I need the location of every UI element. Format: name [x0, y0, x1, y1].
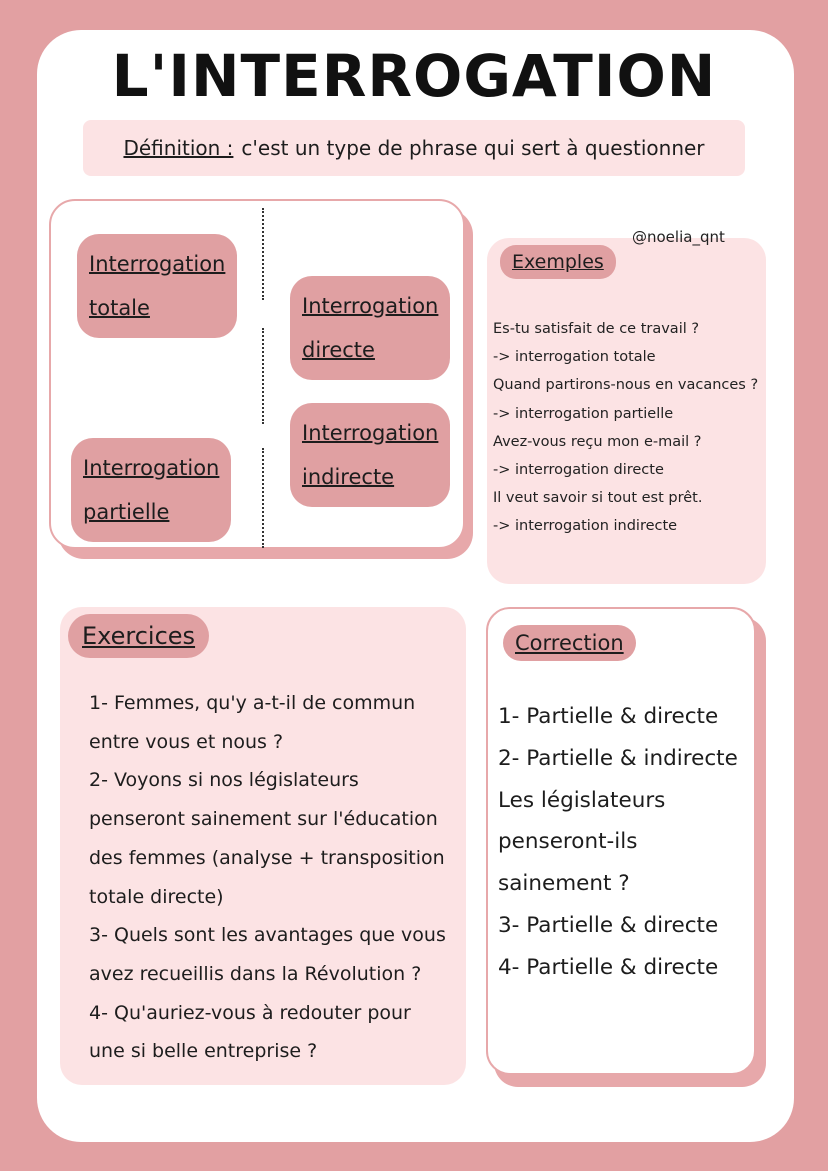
exercise-line: 3- Quels sont les avantages que vous — [89, 924, 446, 947]
type-label: directe — [302, 338, 375, 362]
exercise-line: avez recueillis dans la Révolution ? — [89, 962, 422, 985]
exercise-line: 4- Qu'auriez-vous à redouter pour — [89, 1001, 411, 1024]
dotted-divider — [262, 448, 264, 548]
type-label: totale — [89, 296, 150, 320]
correction-line: penseront-ils — [498, 829, 638, 855]
correction-line: 1- Partielle & directe — [498, 704, 719, 729]
type-label: Interrogation — [302, 421, 439, 445]
correction-title-label: Correction — [515, 631, 624, 655]
definition-text: c'est un type de phrase qui sert à questionner — [241, 136, 705, 160]
correction-line: Les législateurs — [498, 787, 666, 813]
exercise-line: des femmes (analyse + transposition — [89, 846, 445, 869]
example-line: Es-tu satisfait de ce travail ? — [493, 321, 700, 337]
correction-line: 4- Partielle & directe — [498, 954, 719, 980]
type-interrogation-partielle — [71, 438, 231, 542]
type-label: Interrogation — [83, 456, 220, 480]
type-label: indirecte — [302, 465, 395, 489]
correction-list — [498, 696, 760, 989]
exercises-title — [68, 614, 209, 658]
exercises-list — [89, 684, 469, 1071]
definition-label: Définition : — [123, 136, 234, 160]
type-label: Interrogation — [302, 294, 439, 318]
author-handle: @noelia_qnt — [632, 228, 725, 246]
exercise-line: penseront sainement sur l'éducation — [89, 808, 438, 831]
exercises-title-label: Exercices — [82, 622, 196, 650]
page-title: L'INTERROGATION — [111, 42, 717, 110]
examples-title — [500, 245, 616, 279]
examples-title-label: Exemples — [512, 251, 604, 273]
example-line: Avez-vous reçu mon e-mail ? — [493, 433, 702, 450]
dotted-divider — [262, 328, 264, 424]
correction-line: sainement ? — [498, 871, 630, 897]
example-line: -> interrogation totale — [493, 349, 656, 366]
dotted-divider — [262, 208, 264, 300]
correction-line: 3- Partielle & directe — [498, 912, 719, 938]
exercise-line: une si belle entreprise ? — [89, 1040, 318, 1063]
type-interrogation-indirecte — [290, 403, 450, 507]
type-interrogation-totale — [77, 234, 237, 338]
exercise-line: totale directe) — [89, 885, 224, 908]
example-line: -> interrogation indirecte — [493, 518, 678, 535]
type-interrogation-directe — [290, 276, 450, 380]
definition-box — [83, 120, 745, 176]
examples-list — [493, 315, 763, 541]
correction-title — [503, 625, 636, 661]
exercise-line: 1- Femmes, qu'y a-t-il de commun — [89, 692, 416, 714]
example-line: Quand partirons-nous en vacances ? — [493, 377, 759, 394]
correction-line: 2- Partielle & indirecte — [498, 745, 738, 771]
example-line: Il veut savoir si tout est prêt. — [493, 490, 703, 507]
type-label: partielle — [83, 500, 170, 524]
example-line: -> interrogation partielle — [493, 405, 674, 422]
exercise-line: entre vous et nous ? — [89, 730, 284, 753]
exercise-line: 2- Voyons si nos législateurs — [89, 769, 359, 792]
type-label: Interrogation — [89, 252, 226, 276]
example-line: -> interrogation directe — [493, 462, 664, 479]
